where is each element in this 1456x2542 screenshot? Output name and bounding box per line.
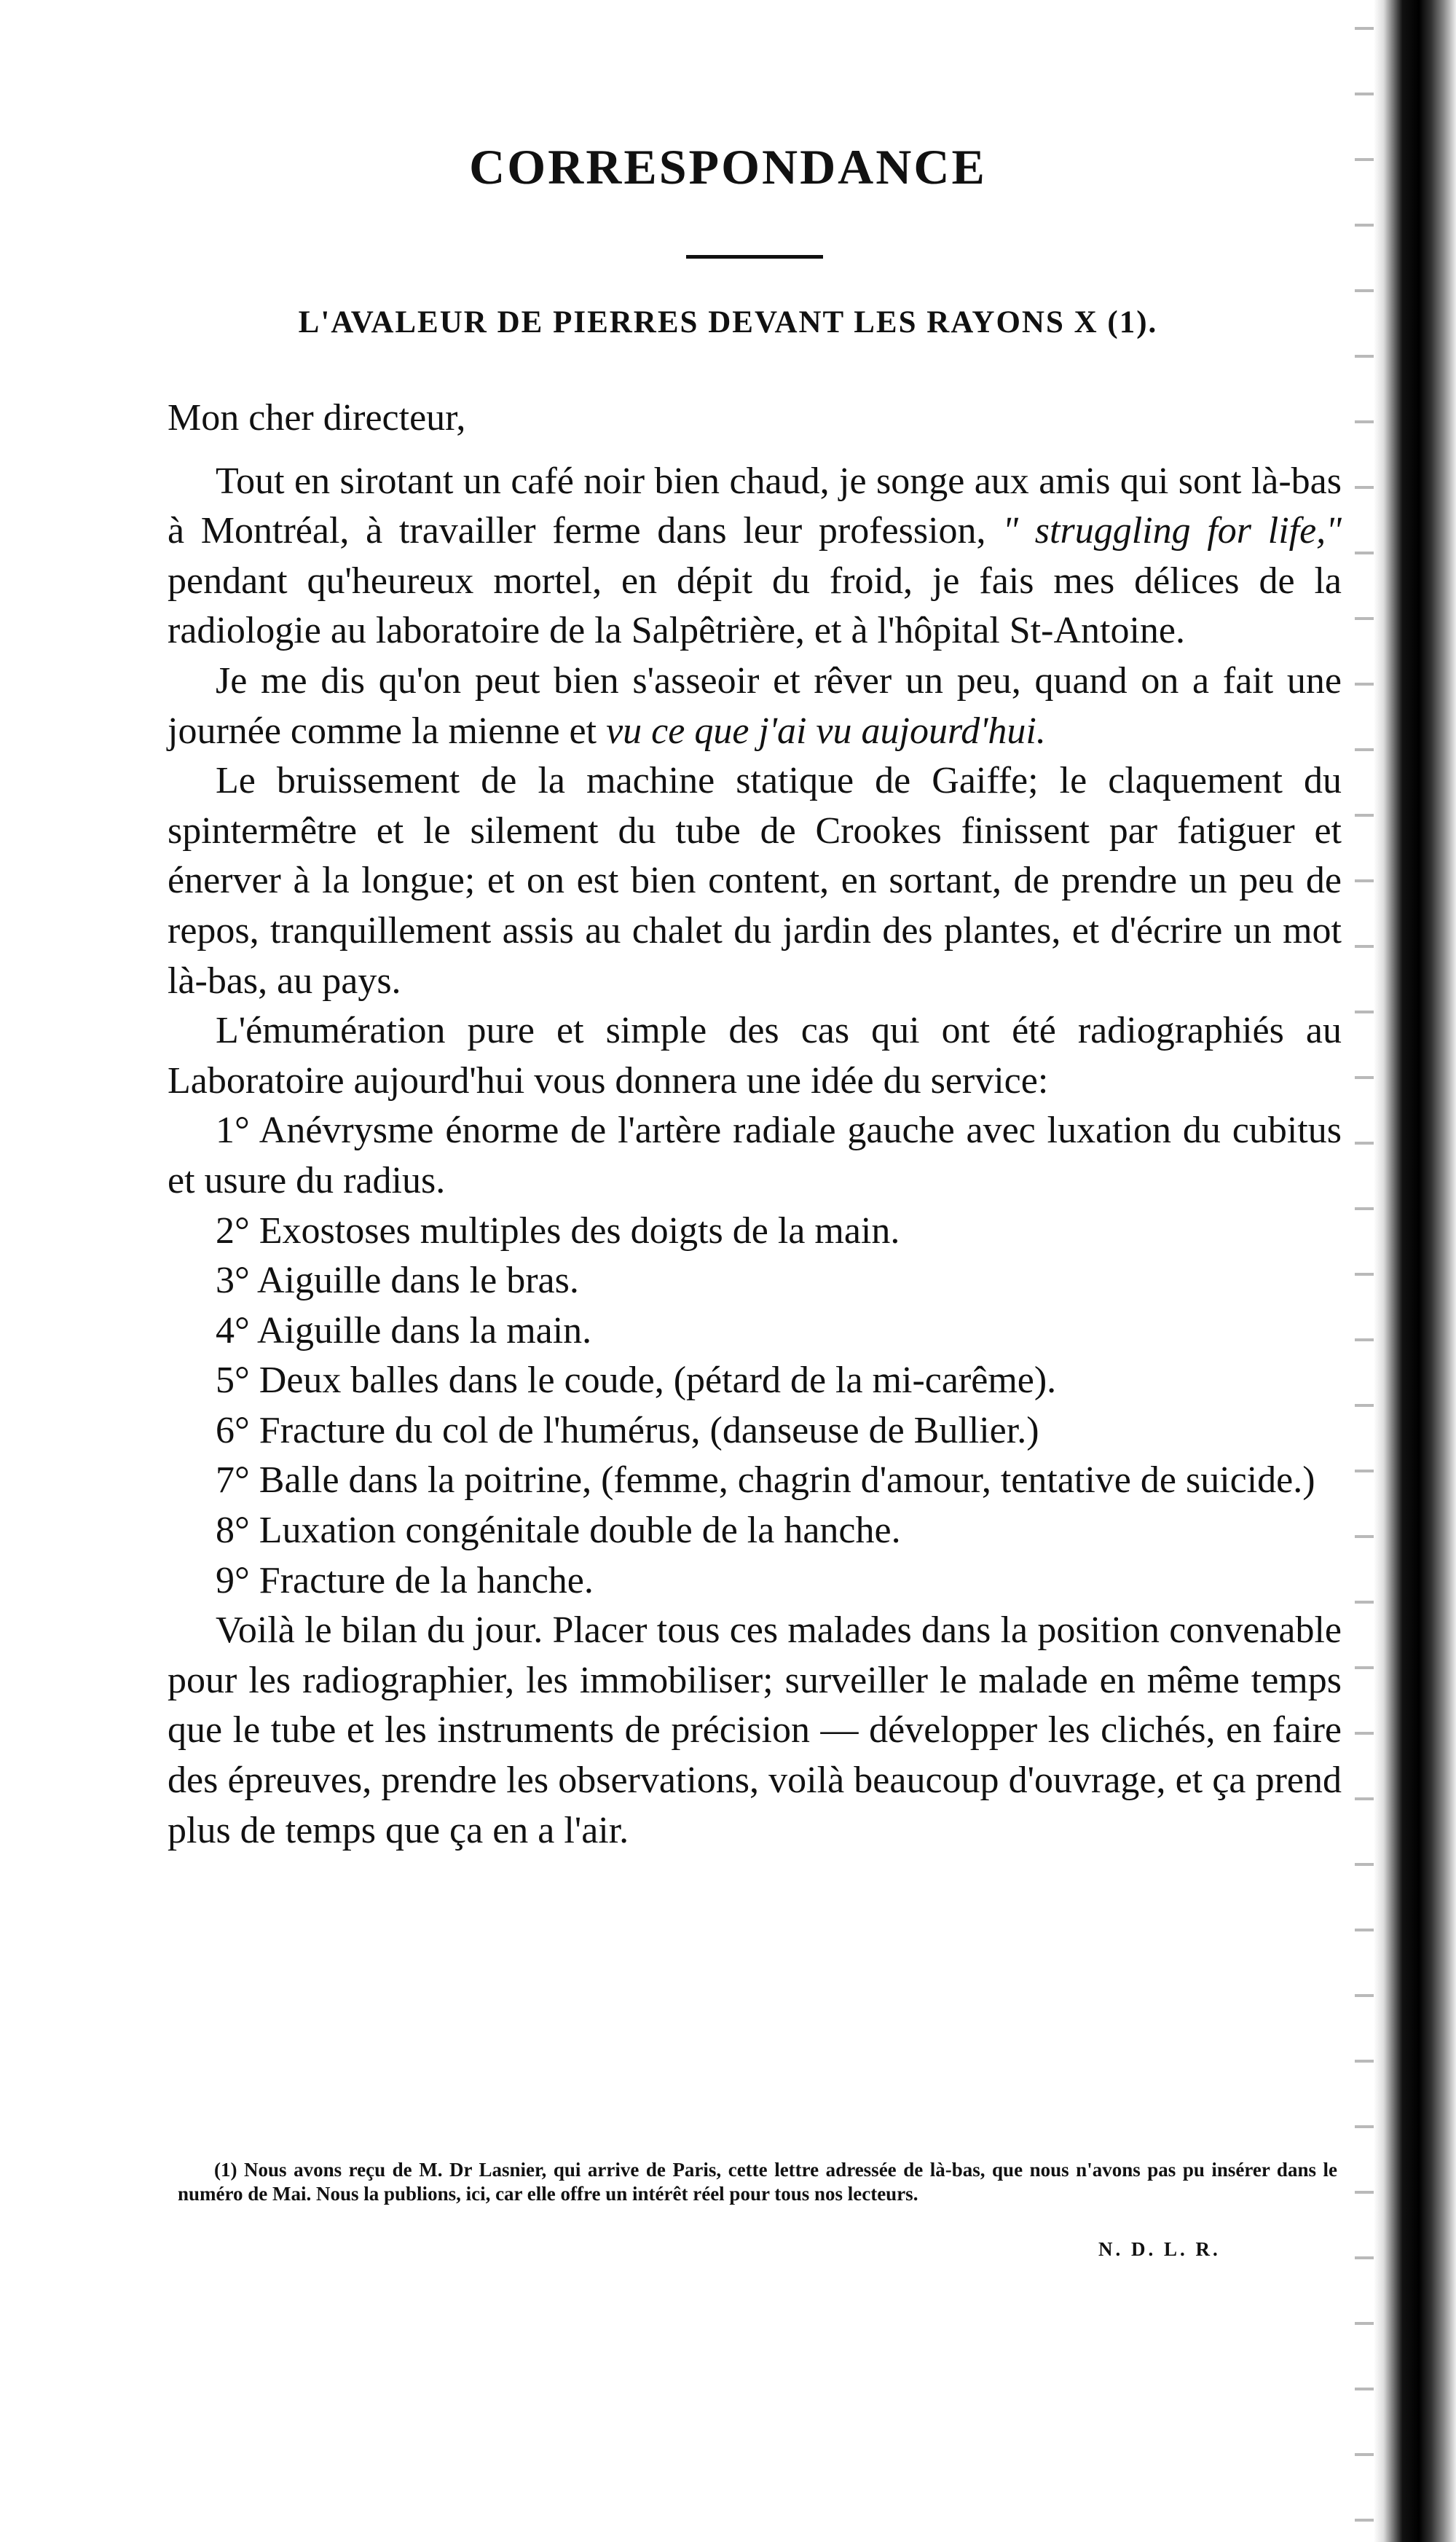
case-item [168,1506,1342,1556]
case-item [168,1306,1342,1357]
case-item [168,1406,1342,1456]
case-text: Aiguille dans la main. [256,1309,592,1352]
paragraph-3: Le bruissement de la machine statique de Gaiffe; le claquement du spintermêtre et le silement du tube de Crookes finissent par fatiguer et énerver à la longue; et on est bien content, en sortant, de prendre un peu de repos, tranquillement assis au chalet du jardin des plantes, et d'écrire un mot là-bas, au pays. [168,760,1342,1002]
case-text: Anévrysme énorme de l'artère radiale gauche avec luxation du cubitus et usure du radius. [168,1110,1342,1201]
case-item [168,1356,1342,1406]
article-title: L'AVALEUR DE PIERRES DEVANT LES RAYONS X (1). [298,305,1158,340]
paragraph-4: L'émumération pure et simple des cas qui ont été radiographiés au Laboratoire aujourd'hui vous donnera une idée du service: [168,1010,1342,1102]
paragraph-1-text-b: pendant qu'heureux mortel, en dépit du froid, je fais mes délices de la radiologie au laboratoire de la Salpêtrière, et à l'hôpital St-Antoine. [168,560,1342,652]
case-number: 3° [216,1260,250,1302]
case-number: 7° [216,1459,250,1502]
case-number: 9° [216,1559,250,1601]
footnote: (1) Nous avons reçu de M. Dr Lasnier, qui arrive de Paris, cette lettre adressée de là-bas, que nous n'avons pas pu insérer dans le numéro de Mai. Nous la publions, ici, car elle offre un intérêt réel pour tous nos lecteurs. [178,2159,1337,2205]
salutation: Mon cher directeur, [168,397,466,439]
case-number: 1° [216,1110,250,1152]
case-text: Aiguille dans le bras. [256,1260,579,1302]
case-item [168,1456,1342,1506]
case-item [168,1207,1342,1257]
case-text: Luxation congénitale double de la hanche. [259,1510,901,1552]
case-text: Exostoses multiples des doigts de la main. [259,1209,900,1252]
case-item [168,1256,1342,1306]
letter-body [168,393,1342,1856]
case-list [168,1106,1342,1606]
case-number: 8° [216,1510,250,1552]
paragraph-1-text-a: Tout en sirotant un café noir bien chaud, je songe aux amis qui sont là-bas à Montréal, à travailler ferme dans leur profession, [168,460,1342,552]
case-number: 2° [216,1209,250,1252]
paragraph-2-text: Je me dis qu'on peut bien s'asseoir et rêver un peu, quand on a fait une journée comme la mienne et [168,659,1342,752]
case-text: Fracture du col de l'humérus, (danseuse de Bullier.) [259,1409,1039,1451]
case-number: 6° [216,1409,250,1451]
title-rule [686,255,823,259]
case-text: Deux balles dans le coude, (pétard de la mi-carême). [259,1360,1057,1402]
paragraph-1-emphasis: " struggling for life," [1002,510,1342,552]
case-text: Fracture de la hanche. [259,1559,594,1601]
section-title: CORRESPONDANCE [469,139,987,195]
case-item [168,1106,1342,1206]
binding-shadow [1374,0,1456,2542]
case-number: 5° [216,1360,250,1402]
case-text: Balle dans la poitrine, (femme, chagrin d'amour, tentative de suicide.) [259,1459,1315,1502]
paragraph-5: Voilà le bilan du jour. Placer tous ces malades dans la position convenable pour les radiographier, les immobiliser; surveiller le malade en même temps que le tube et les instruments de précision — développer les clichés, en faire des épreuves, prendre les observations, voilà beaucoup d'ouvrage, et ça prend plus de temps que ça en a l'air. [168,1609,1342,1851]
paragraph-2-emphasis: vu ce que j'ai vu aujourd'hui. [606,710,1046,752]
editor-signature: N. D. L. R. [1098,2238,1221,2260]
paragraph-2 [168,656,1342,756]
case-number: 4° [216,1309,250,1352]
paragraph-1 [168,457,1342,656]
case-item [168,1556,1342,1607]
